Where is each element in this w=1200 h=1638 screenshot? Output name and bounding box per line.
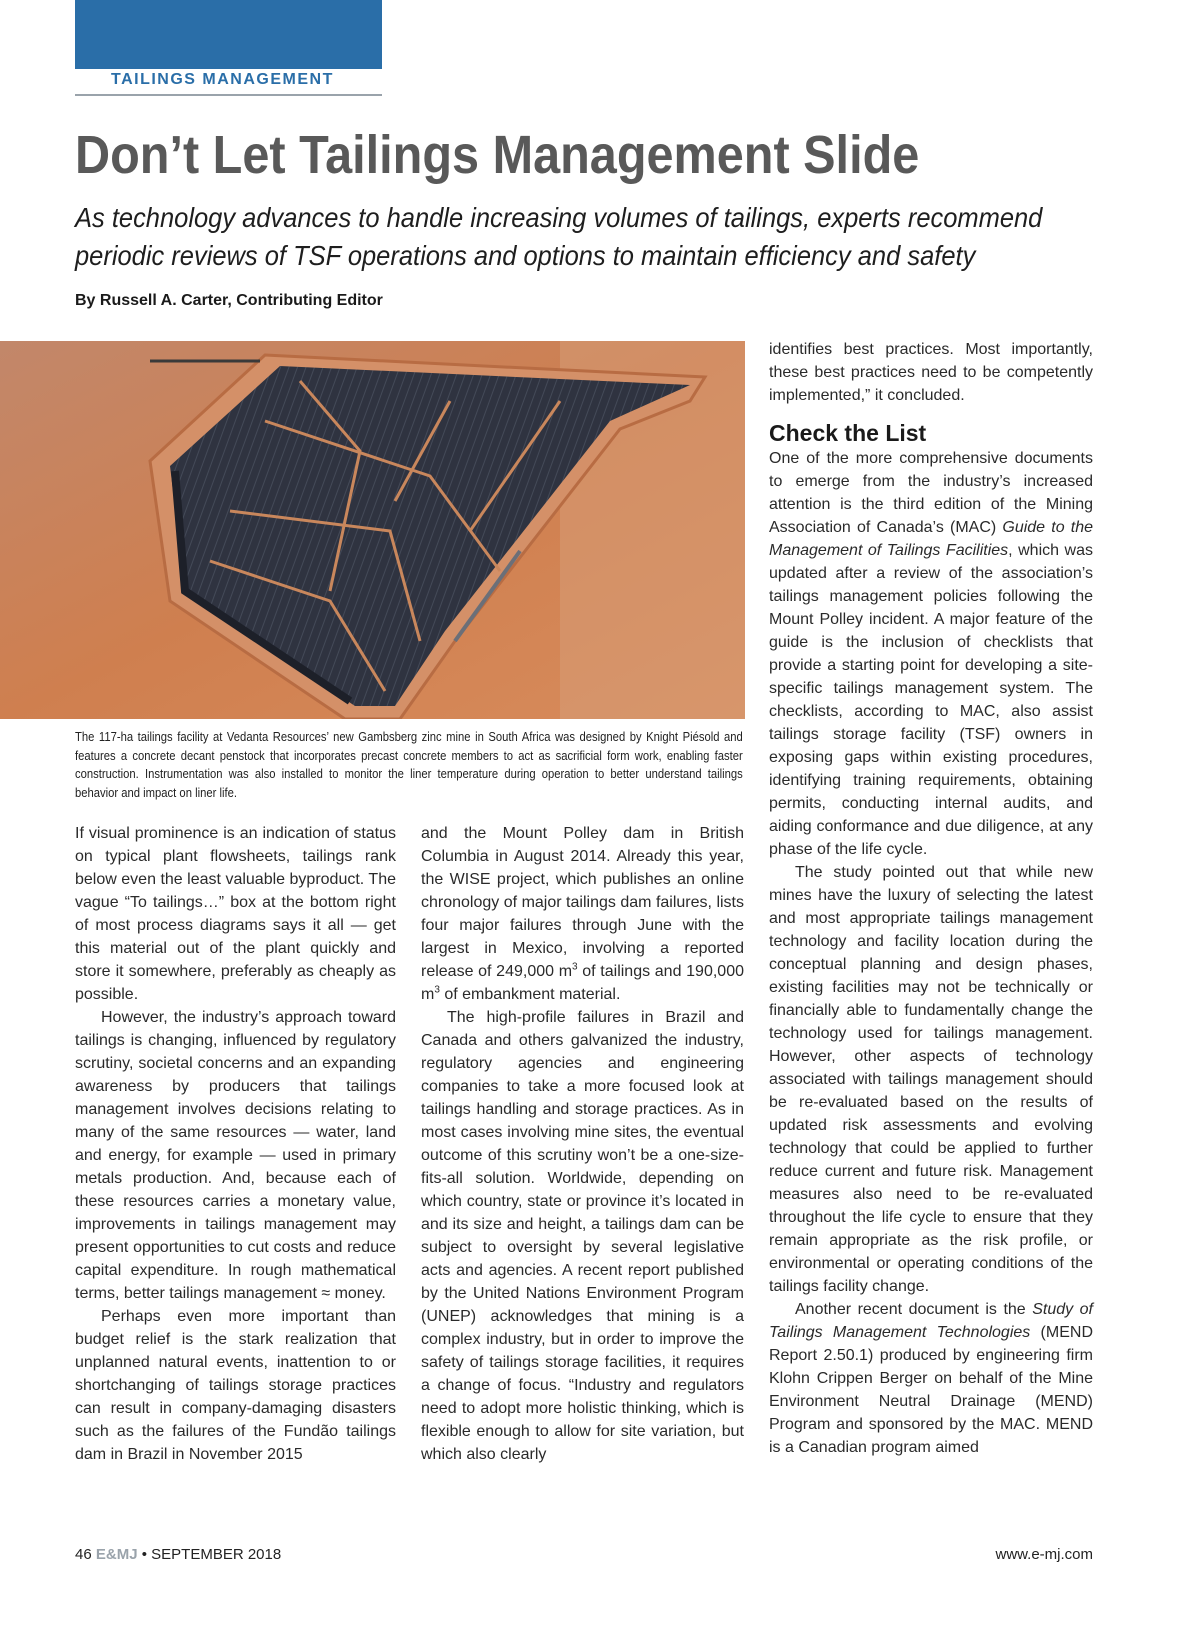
page-footer <box>75 1546 1093 1563</box>
header-color-bar <box>75 0 382 69</box>
footer-separator: • <box>141 1546 147 1563</box>
byline: By Russell A. Carter, Contributing Editor <box>75 292 383 309</box>
website-url: www.e-mj.com <box>995 1546 1093 1563</box>
tailings-facility-photo <box>0 341 745 719</box>
paragraph: identifies best practices. Most importantly, these best practices need to be competently implemented,” it concluded. <box>769 341 1093 404</box>
page-number: 46 <box>75 1546 92 1563</box>
section-label: TAILINGS MANAGEMENT <box>75 68 382 96</box>
issue-date: SEPTEMBER 2018 <box>151 1546 282 1563</box>
paragraph: One of the more comprehensive documents to emerge from the industry’s increased attention is the third edition of the Mining Association of Canada’s (MAC) Guide to the Management of Tailings Facilities, which was updated after a review of the association’s tailings management policies following the Mount Polley incident. A major feature of the guide is the inclusion of checklists that provide a starting point for developing a site-specific tailings management system. The checklists, according to MAC, also assist tailings storage facility (TSF) owners in exposing gaps within existing procedures, identifying training requirements, obtaining permits, conducting internal audits, and aiding conformance and due diligence, at any phase of the life cycle. <box>769 450 1093 858</box>
publication-name: E&MJ <box>95 1546 138 1563</box>
paragraph: However, the industry’s approach toward tailings is changing, influenced by regulatory scrutiny, societal concerns and an expanding awareness by producers that tailings management involves decisions relating to many of the same resources — water, land and energy, for example — used in primary metals production. And, because each of these resources carries a monetary value, improvements in tailings management may present opportunities to cut costs and reduce capital expenditure. In rough mathematical terms, better tailings management ≈ money. <box>75 1009 396 1302</box>
paragraph: If visual prominence is an indication of status on typical plant flowsheets, tailings rank below even the least valuable byproduct. The vague “To tailings…” box at the bottom right of most process diagrams says it all — get this material out of the plant quickly and store it somewhere, preferably as cheaply as possible. <box>75 825 396 1003</box>
body-column-2 <box>421 822 744 1466</box>
body-column-3 <box>769 338 1093 1459</box>
photo-caption: The 117-ha tailings facility at Vedanta Resources’ new Gambsberg zinc mine in South Africa was designed by Knight Piésold and features a concrete decant penstock that incorporates precast concrete members to act as sacrificial form work, enabling faster construction. Instrumentation was also installed to monitor the liner temperature during operation to better understand tailings behavior and impact on liner life. <box>75 730 743 800</box>
paragraph: Perhaps even more important than budget relief is the stark realization that unplanned natural events, inattention to or shortchanging of tailings storage practices can result in company-damaging disasters such as the failures of the Fundão tailings dam in Brazil in November 2015 <box>75 1308 396 1463</box>
aerial-photo-illustration <box>0 341 745 719</box>
paragraph: The high-profile failures in Brazil and Canada and others galvanized the industry, regulatory agencies and engineering companies to take a more focused look at tailings handling and storage practices. As in most cases involving mine sites, the eventual outcome of this scrutiny won’t be a one-size-fits-all solution. Worldwide, depending on which country, state or province it’s located in and its size and height, a tailings dam can be subject to oversight by several legislative acts and agencies. A recent report published by the United Nations Environment Program (UNEP) acknowledges that mining is a complex industry, but in order to improve the safety of tailings storage facilities, it requires a change of focus. “Industry and regulators need to adopt more holistic thinking, which is flexible enough to allow for site variation, but which also clearly <box>421 1009 744 1463</box>
paragraph: and the Mount Polley dam in British Columbia in August 2014. Already this year, the WISE project, which publishes an online chronology of major tailings dam failures, lists four major failures through June with the largest in Mexico, involving a reported release of 249,000 $m^3$ of tailings and 190,000 $m^3$ of embankment material. <box>421 825 744 1003</box>
body-column-1 <box>75 822 396 1466</box>
paragraph: The study pointed out that while new mines have the luxury of selecting the latest and most appropriate tailings management technology and facility location during the conceptual planning and design phases, existing facilities may not be technically or financially able to fundamentally change the technology used for tailings management. However, other aspects of technology associated with tailings management should be re-evaluated based on the results of updated risk assessments and evolving technology that could be applied to further reduce current and future risk. Management measures also need to be re-evaluated throughout the life cycle to ensure that they remain appropriate as the risk profile, or environmental or operating conditions of the tailings facility change. <box>769 864 1093 1295</box>
paragraph: Another recent document is the Study of Tailings Management Technologies (MEND Report 2.50.1) produced by engineering firm Klohn Crippen Berger on behalf of the Mine Environment Neutral Drainage (MEND) Program and sponsored by the MAC. MEND is a Canadian program aimed <box>769 1301 1094 1456</box>
headline: Don’t Let Tailings Management Slide <box>75 125 920 185</box>
subhead: Check the List <box>769 420 927 446</box>
deck: As technology advances to handle increasing volumes of tailings, experts recommend periodic reviews of TSF operations and options to maintain efficiency and safety <box>75 202 1043 271</box>
